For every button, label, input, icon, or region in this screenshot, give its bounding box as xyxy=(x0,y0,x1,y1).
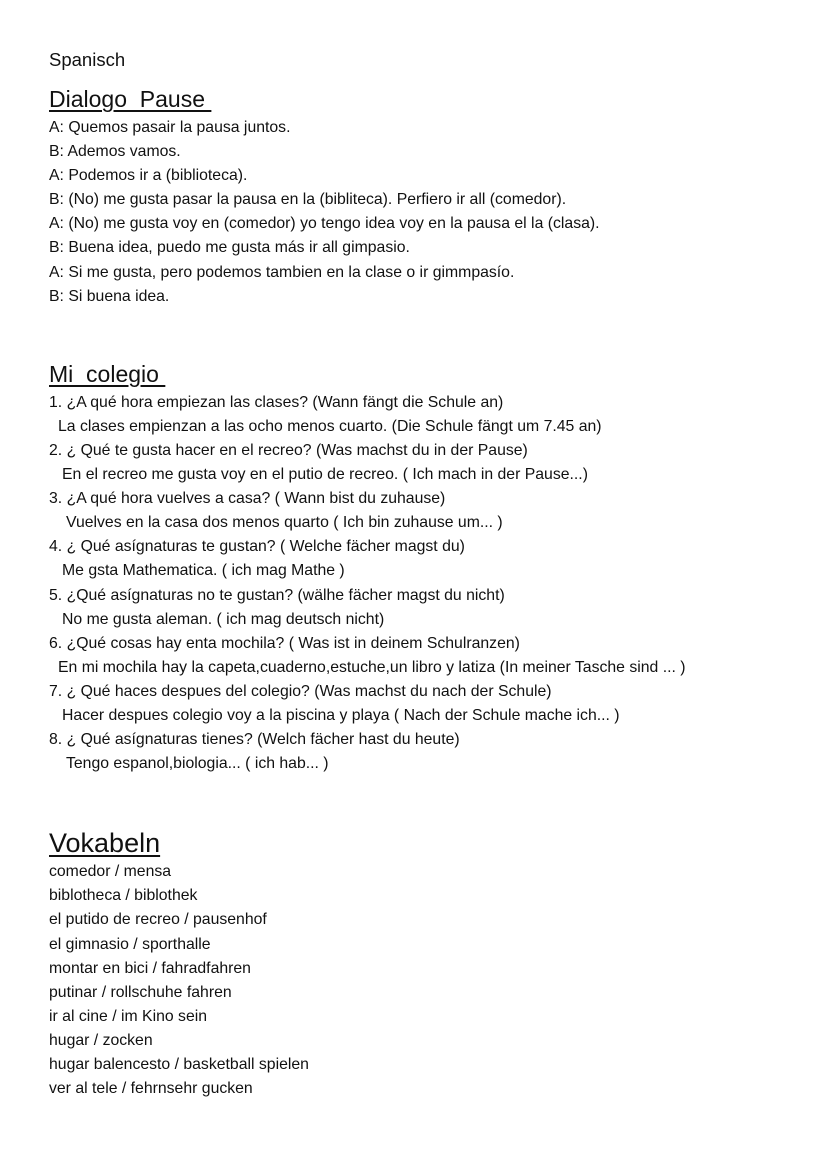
dialog-line: B: Ademos vamos. xyxy=(49,143,181,161)
colegio-heading: Mi colegio xyxy=(49,360,166,387)
vocab-item: hugar balencesto / basketball spielen xyxy=(49,1056,309,1073)
answer-line: Me gsta Mathematica. ( ich mag Mathe ) xyxy=(62,562,345,580)
vocab-item: hugar / zocken xyxy=(49,1031,153,1049)
answer-line: Hacer despues colegio voy a la piscina y playa ( Nach der Schule mache ich... ) xyxy=(62,706,620,724)
vocab-item: comedor / mensa xyxy=(49,863,172,881)
dialog-line: A: Quemos pasair la pausa juntos. xyxy=(49,119,291,136)
vokabeln-section xyxy=(49,828,809,1101)
answer-line: La clases empienzan a las ocho menos cuarto. (Die Schule fängt um 7.45 an) xyxy=(58,417,602,435)
vocab-item: biblotheca / biblothek xyxy=(49,887,198,905)
section-spacer xyxy=(49,776,809,828)
answer-line: En mi mochila hay la capeta,cuaderno,estuche,un libro y latiza (In meiner Tasche sind ... ) xyxy=(58,658,686,676)
question-line: 3. ¿A qué hora vuelves a casa? ( Wann bist du zuhause) xyxy=(49,490,446,508)
dialog-heading: Dialogo Pause xyxy=(49,86,212,112)
dialog-line: A: (No) me gusta voy en (comedor) yo tengo idea voy en la pausa el la (clasa). xyxy=(49,215,600,233)
vocab-item: el putido de recreo / pausenhof xyxy=(49,911,267,929)
question-line: 5. ¿Qué asígnaturas no te gustan? (wälhe fächer magst du nicht) xyxy=(49,586,505,604)
dialog-line: B: Si buena idea. xyxy=(49,287,170,305)
dialog-section xyxy=(49,86,809,309)
answer-line: Vuelves en la casa dos menos quarto ( Ich bin zuhause um... ) xyxy=(66,514,503,532)
vocab-item: ver al tele / fehrnsehr gucken xyxy=(49,1080,253,1098)
dialog-line: B: Buena idea, puedo me gusta más ir all gimpasio. xyxy=(49,239,410,257)
vocab-item: ir al cine / im Kino sein xyxy=(49,1007,208,1025)
document-page xyxy=(49,48,809,1101)
dialog-line: A: Si me gusta, pero podemos tambien en la clase o ir gimmpasío. xyxy=(49,263,515,281)
question-line: 1. ¿A qué hora empiezan las clases? (Wann fängt die Schule an) xyxy=(49,393,504,411)
question-line: 4. ¿ Qué asígnaturas te gustan? ( Welche fächer magst du) xyxy=(49,538,465,556)
question-line: 6. ¿Qué cosas hay enta mochila? ( Was ist in deinem Schulranzen) xyxy=(49,634,520,652)
question-line: 7. ¿ Qué haces despues del colegio? (Was machst du nach der Schule) xyxy=(49,682,552,700)
colegio-section xyxy=(49,361,809,777)
answer-line: Tengo espanol,biologia... ( ich hab... ) xyxy=(66,755,329,773)
vocab-item: putinar / rollschuhe fahren xyxy=(49,983,232,1001)
subject-title: Spanisch xyxy=(49,49,126,70)
section-spacer xyxy=(49,309,809,361)
question-line: 8. ¿ Qué asígnaturas tienes? (Welch fächer hast du heute) xyxy=(49,731,460,749)
vokabeln-heading: Vokabeln xyxy=(49,828,161,859)
vocab-item: el gimnasio / sporthalle xyxy=(49,935,211,953)
dialog-line: B: (No) me gusta pasar la pausa en la (bibliteca). Perfiero ir all (comedor). xyxy=(49,191,567,209)
answer-line: En el recreo me gusta voy en el putio de recreo. ( Ich mach in der Pause...) xyxy=(62,466,588,484)
vocab-item: montar en bici / fahradfahren xyxy=(49,959,251,977)
dialog-line: A: Podemos ir a (biblioteca). xyxy=(49,167,248,185)
answer-line: No me gusta aleman. ( ich mag deutsch nicht) xyxy=(62,610,385,628)
question-line: 2. ¿ Qué te gusta hacer en el recreo? (Was machst du in der Pause) xyxy=(49,441,528,459)
